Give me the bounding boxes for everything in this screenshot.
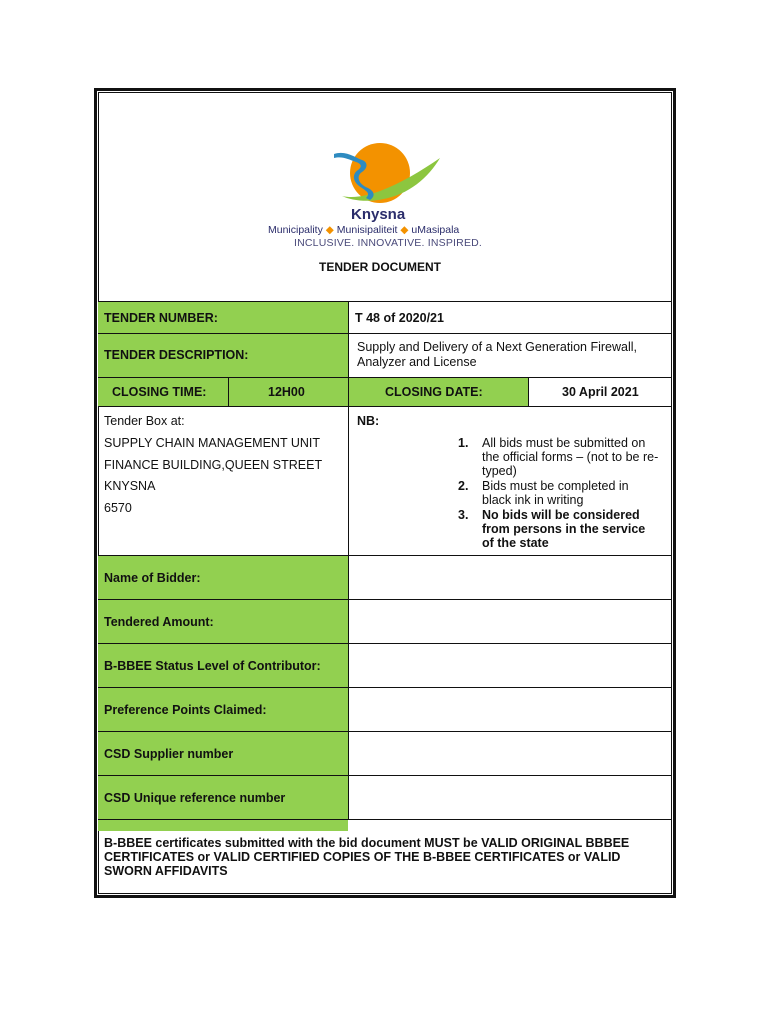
- grid-line: [98, 643, 672, 644]
- grid-line: [528, 377, 529, 406]
- footer-note-line: B-BBEE certificates submitted with the bid document MUST be VALID ORIGINAL BBBEE: [104, 836, 630, 850]
- closing-date-value: 30 April 2021: [562, 385, 639, 399]
- document-title: TENDER DOCUMENT: [319, 260, 441, 274]
- tender-number-value: T 48 of 2020/21: [355, 311, 444, 325]
- grid-line: [98, 555, 672, 556]
- closing-date-label: CLOSING DATE:: [385, 385, 483, 399]
- field-label-bbbee-status: B-BBEE Status Level of Contributor:: [104, 659, 321, 673]
- address-line: KNYSNA: [104, 479, 156, 493]
- nb-item: 3. No bids will be considered from persons in the service of the state: [458, 508, 646, 550]
- footer-note-line: SWORN AFFIDAVITS: [104, 864, 228, 878]
- grid-line: [98, 819, 672, 820]
- logo-name: Knysna: [351, 206, 406, 223]
- footer-note-line: CERTIFICATES or VALID CERTIFIED COPIES OF THE B-BBEE CERTIFICATES or VALID: [104, 850, 621, 864]
- nb-list: [458, 436, 670, 551]
- nb-heading: NB:: [357, 414, 380, 428]
- grid-line: [98, 333, 672, 334]
- closing-time-label: CLOSING TIME:: [112, 385, 207, 399]
- field-label-csd-supplier-number: CSD Supplier number: [104, 747, 234, 761]
- field-label-name-of-bidder: Name of Bidder:: [104, 571, 201, 585]
- grid-line: [98, 301, 672, 302]
- address-line: 6570: [104, 501, 132, 515]
- grid-line: [98, 406, 672, 407]
- address-line: FINANCE BUILDING,QUEEN STREET: [104, 458, 323, 472]
- address-line: SUPPLY CHAIN MANAGEMENT UNIT: [104, 436, 321, 450]
- field-label-tendered-amount: Tendered Amount:: [104, 615, 214, 629]
- address-heading: Tender Box at:: [104, 414, 185, 428]
- grid-line: [228, 377, 229, 406]
- logo-tagline: INCLUSIVE. INNOVATIVE. INSPIRED.: [294, 237, 483, 249]
- field-label-csd-unique-reference: CSD Unique reference number: [104, 791, 286, 805]
- grid-line: [98, 687, 672, 688]
- grid-line: [98, 377, 672, 378]
- nb-item: 1. All bids must be submitted on the official forms – (not to be re- typed): [458, 436, 659, 478]
- tender-description-label: TENDER DESCRIPTION:: [104, 348, 249, 362]
- grid-line: [98, 599, 672, 600]
- grid-line: [348, 301, 349, 406]
- closing-time-value: 12H00: [268, 385, 305, 399]
- grid-line: [98, 731, 672, 732]
- knysna-logo-icon: [328, 140, 444, 206]
- tender-description-line2: Analyzer and License: [357, 355, 477, 369]
- logo-municipality-line: Municipality ◆ Munisipaliteit ◆ uMasipala: [268, 224, 460, 236]
- nb-item: 2. Bids must be completed in black ink in writing: [458, 479, 629, 507]
- tender-description-line1: Supply and Delivery of a Next Generation Firewall,: [357, 340, 637, 354]
- field-label-preference-points: Preference Points Claimed:: [104, 703, 267, 717]
- grid-line: [348, 406, 349, 819]
- grid-line: [98, 775, 672, 776]
- tender-number-label: TENDER NUMBER:: [104, 311, 218, 325]
- label-fill-fields: [98, 555, 348, 831]
